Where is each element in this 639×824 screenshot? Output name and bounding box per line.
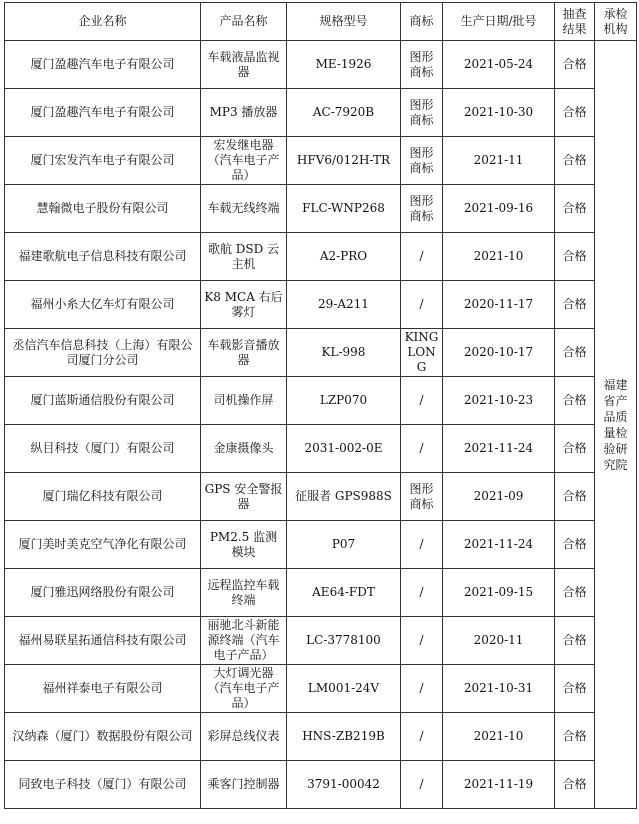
cell-model: LM001-24V	[287, 665, 401, 713]
cell-product: 歌航 DSD 云主机	[201, 233, 287, 281]
cell-brand: /	[401, 377, 443, 425]
cell-model: 2031-002-0E	[287, 425, 401, 473]
cell-result: 合格	[555, 377, 595, 425]
cell-company: 丞信汽车信息科技（上海）有限公司厦门分公司	[5, 329, 201, 377]
cell-company: 厦门盈趣汽车电子有限公司	[5, 41, 201, 89]
cell-company: 厦门宏发汽车电子有限公司	[5, 137, 201, 185]
table-row	[5, 233, 637, 281]
cell-result: 合格	[555, 41, 595, 89]
cell-product: 大灯调光器（汽车电子产品）	[201, 665, 287, 713]
cell-product: 车载无线终端	[201, 185, 287, 233]
cell-result: 合格	[555, 665, 595, 713]
cell-company: 福建歌航电子信息科技有限公司	[5, 233, 201, 281]
cell-company: 同致电子科技（厦门）有限公司	[5, 761, 201, 809]
cell-date: 2021-09	[443, 473, 555, 521]
cell-date: 2020-11-17	[443, 281, 555, 329]
cell-company: 慧翰微电子股份有限公司	[5, 185, 201, 233]
cell-model: 29-A211	[287, 281, 401, 329]
cell-result: 合格	[555, 569, 595, 617]
cell-brand: 图形商标	[401, 185, 443, 233]
cell-model: P07	[287, 521, 401, 569]
cell-date: 2021-10-30	[443, 89, 555, 137]
cell-model: A2-PRO	[287, 233, 401, 281]
cell-company: 纵目科技（厦门）有限公司	[5, 425, 201, 473]
cell-result: 合格	[555, 89, 595, 137]
table-row	[5, 473, 637, 521]
header-model: 规格型号	[287, 3, 401, 41]
cell-brand: /	[401, 665, 443, 713]
cell-product: PM2.5 监测模块	[201, 521, 287, 569]
cell-company: 汉纳森（厦门）数据股份有限公司	[5, 713, 201, 761]
cell-company: 厦门蓝斯通信股份有限公司	[5, 377, 201, 425]
cell-date: 2020-11	[443, 617, 555, 665]
header-product: 产品名称	[201, 3, 287, 41]
cell-date: 2020-10-17	[443, 329, 555, 377]
cell-brand: /	[401, 761, 443, 809]
cell-product: 远程监控车载终端	[201, 569, 287, 617]
cell-result: 合格	[555, 617, 595, 665]
cell-result: 合格	[555, 761, 595, 809]
header-company: 企业名称	[5, 3, 201, 41]
cell-date: 2021-10-23	[443, 377, 555, 425]
cell-brand: /	[401, 713, 443, 761]
cell-result: 合格	[555, 185, 595, 233]
cell-product: K8 MCA 右后雾灯	[201, 281, 287, 329]
cell-model: 征服者 GPS988S	[287, 473, 401, 521]
cell-product: 乘客门控制器	[201, 761, 287, 809]
cell-brand: 图形商标	[401, 473, 443, 521]
cell-date: 2021-10	[443, 233, 555, 281]
cell-model: ME-1926	[287, 41, 401, 89]
cell-date: 2021-11-19	[443, 761, 555, 809]
cell-result: 合格	[555, 425, 595, 473]
cell-brand: /	[401, 521, 443, 569]
cell-date: 2021-11-24	[443, 521, 555, 569]
cell-model: LC-3778100	[287, 617, 401, 665]
cell-company: 厦门瑞亿科技有限公司	[5, 473, 201, 521]
table-header-row	[5, 3, 637, 41]
header-inspection-org: 承检机构	[595, 3, 637, 41]
cell-product: 车载影音播放器	[201, 329, 287, 377]
cell-brand: 图形商标	[401, 89, 443, 137]
cell-product: 司机操作屏	[201, 377, 287, 425]
header-date: 生产日期/批号	[443, 3, 555, 41]
cell-product: 车载液晶监视器	[201, 41, 287, 89]
table-row	[5, 617, 637, 665]
cell-model: AE64-FDT	[287, 569, 401, 617]
cell-result: 合格	[555, 281, 595, 329]
cell-date: 2021-05-24	[443, 41, 555, 89]
cell-date: 2021-09-15	[443, 569, 555, 617]
table-row	[5, 761, 637, 809]
cell-date: 2021-10-31	[443, 665, 555, 713]
table-row	[5, 425, 637, 473]
inspection-org-text: 福建省产品质量检验研究院	[603, 377, 628, 472]
cell-model: HNS-ZB219B	[287, 713, 401, 761]
header-brand: 商标	[401, 3, 443, 41]
cell-result: 合格	[555, 329, 595, 377]
cell-brand: /	[401, 569, 443, 617]
header-result: 抽查结果	[555, 3, 595, 41]
cell-product: GPS 安全警报器	[201, 473, 287, 521]
cell-result: 合格	[555, 521, 595, 569]
cell-model: HFV6/012H-TR	[287, 137, 401, 185]
cell-date: 2021-11	[443, 137, 555, 185]
cell-result: 合格	[555, 137, 595, 185]
table-row	[5, 89, 637, 137]
cell-model: AC-7920B	[287, 89, 401, 137]
cell-model: FLC-WNP268	[287, 185, 401, 233]
cell-model: 3791-00042	[287, 761, 401, 809]
cell-date: 2021-10	[443, 713, 555, 761]
cell-result: 合格	[555, 713, 595, 761]
table-row	[5, 665, 637, 713]
cell-product: 金康摄像头	[201, 425, 287, 473]
cell-model: LZP070	[287, 377, 401, 425]
table-row	[5, 377, 637, 425]
cell-company: 福州祥泰电子有限公司	[5, 665, 201, 713]
cell-brand: /	[401, 425, 443, 473]
cell-product: MP3 播放器	[201, 89, 287, 137]
cell-company: 厦门盈趣汽车电子有限公司	[5, 89, 201, 137]
cell-company: 厦门美时美克空气净化有限公司	[5, 521, 201, 569]
table-row	[5, 713, 637, 761]
cell-model: KL-998	[287, 329, 401, 377]
cell-company: 福州小糸大亿车灯有限公司	[5, 281, 201, 329]
cell-product: 宏发继电器（汽车电子产品）	[201, 137, 287, 185]
cell-product: 丽驰北斗新能源终端（汽车电子产品）	[201, 617, 287, 665]
cell-brand: 图形商标	[401, 41, 443, 89]
cell-brand: KING LONG	[401, 329, 443, 377]
cell-date: 2021-11-24	[443, 425, 555, 473]
cell-brand: /	[401, 233, 443, 281]
cell-date: 2021-09-16	[443, 185, 555, 233]
cell-product: 彩屏总线仪表	[201, 713, 287, 761]
cell-company: 福州易联星拓通信科技有限公司	[5, 617, 201, 665]
table-row	[5, 569, 637, 617]
table-row	[5, 41, 637, 89]
inspection-results-table	[4, 2, 637, 809]
cell-inspection-org	[595, 41, 637, 809]
cell-brand: 图形商标	[401, 137, 443, 185]
cell-brand: /	[401, 281, 443, 329]
table-row	[5, 185, 637, 233]
cell-result: 合格	[555, 473, 595, 521]
cell-company: 厦门雅迅网络股份有限公司	[5, 569, 201, 617]
table-row	[5, 137, 637, 185]
cell-brand: /	[401, 617, 443, 665]
cell-result: 合格	[555, 233, 595, 281]
table-row	[5, 281, 637, 329]
table-row	[5, 329, 637, 377]
table-row	[5, 521, 637, 569]
